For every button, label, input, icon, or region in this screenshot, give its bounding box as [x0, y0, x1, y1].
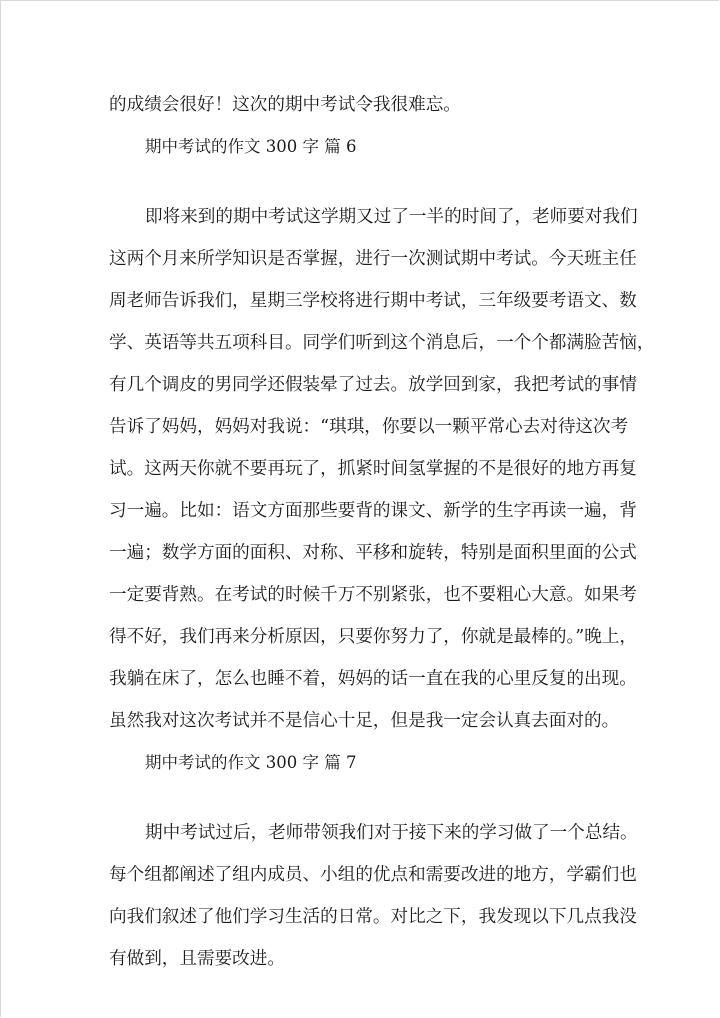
paragraph-line: 即将来到的期中考试这学期又过了一半的时间了，老师要对我们	[145, 207, 638, 227]
paragraph-line: 的成绩会很好！这次的期中考试令我很难忘。	[109, 95, 461, 115]
paragraph-line: 试。这两天你就不要再玩了，抓紧时间氢掌握的不是很好的地方再复	[109, 459, 637, 479]
paragraph-line: 有几个调皮的男同学还假装晕了过去。放学回到家，我把考试的事情	[109, 375, 637, 395]
paragraph-line: 期中考试过后，老师带领我们对于接下来的学习做了一个总结。	[145, 823, 638, 843]
paragraph-line: 这两个月来所学知识是否掌握，进行一次测试期中考试。今天班主任	[109, 249, 637, 269]
paragraph-line: 周老师告诉我们，星期三学校将进行期中考试，三年级要考语文、数	[109, 291, 637, 311]
paragraph-line: 虽然我对这次考试并不是信心十足，但是我一定会认真去面对的。	[109, 711, 620, 731]
paragraph-line: 学、英语等共五项科目。同学们听到这个消息后，一个个都满脸苦恼，	[109, 333, 655, 353]
paragraph-line: 习一遍。比如：语文方面那些要背的课文、新学的生字再读一遍，背	[109, 501, 637, 521]
paragraph-line: 每个组都阐述了组内成员、小组的优点和需要改进的地方，学霸们也	[109, 865, 637, 885]
paragraph-line: 向我们叙述了他们学习生活的日常。对比之下，我发现以下几点我没	[109, 907, 637, 927]
section-heading: 期中考试的作文 300 字 篇 6	[145, 137, 357, 156]
paragraph-line: 告诉了妈妈，妈妈对我说：“琪琪，你要以一颗平常心去对待这次考	[109, 417, 629, 437]
paragraph-line: 我躺在床了，怎么也睡不着，妈妈的话一直在我的心里反复的出现。	[109, 669, 637, 689]
section-heading: 期中考试的作文 300 字 篇 7	[145, 753, 357, 772]
paragraph-line: 有做到，且需要改进。	[109, 949, 285, 969]
paragraph-line: 一遍；数学方面的面积、对称、平移和旋转，特别是面积里面的公式	[109, 543, 637, 563]
paragraph-line: 一定要背熟。在考试的时候千万不别紧张，也不要粗心大意。如果考	[109, 585, 637, 605]
paragraph-line: 得不好，我们再来分析原因，只要你努力了，你就是最棒的。”晚上，	[109, 627, 638, 647]
